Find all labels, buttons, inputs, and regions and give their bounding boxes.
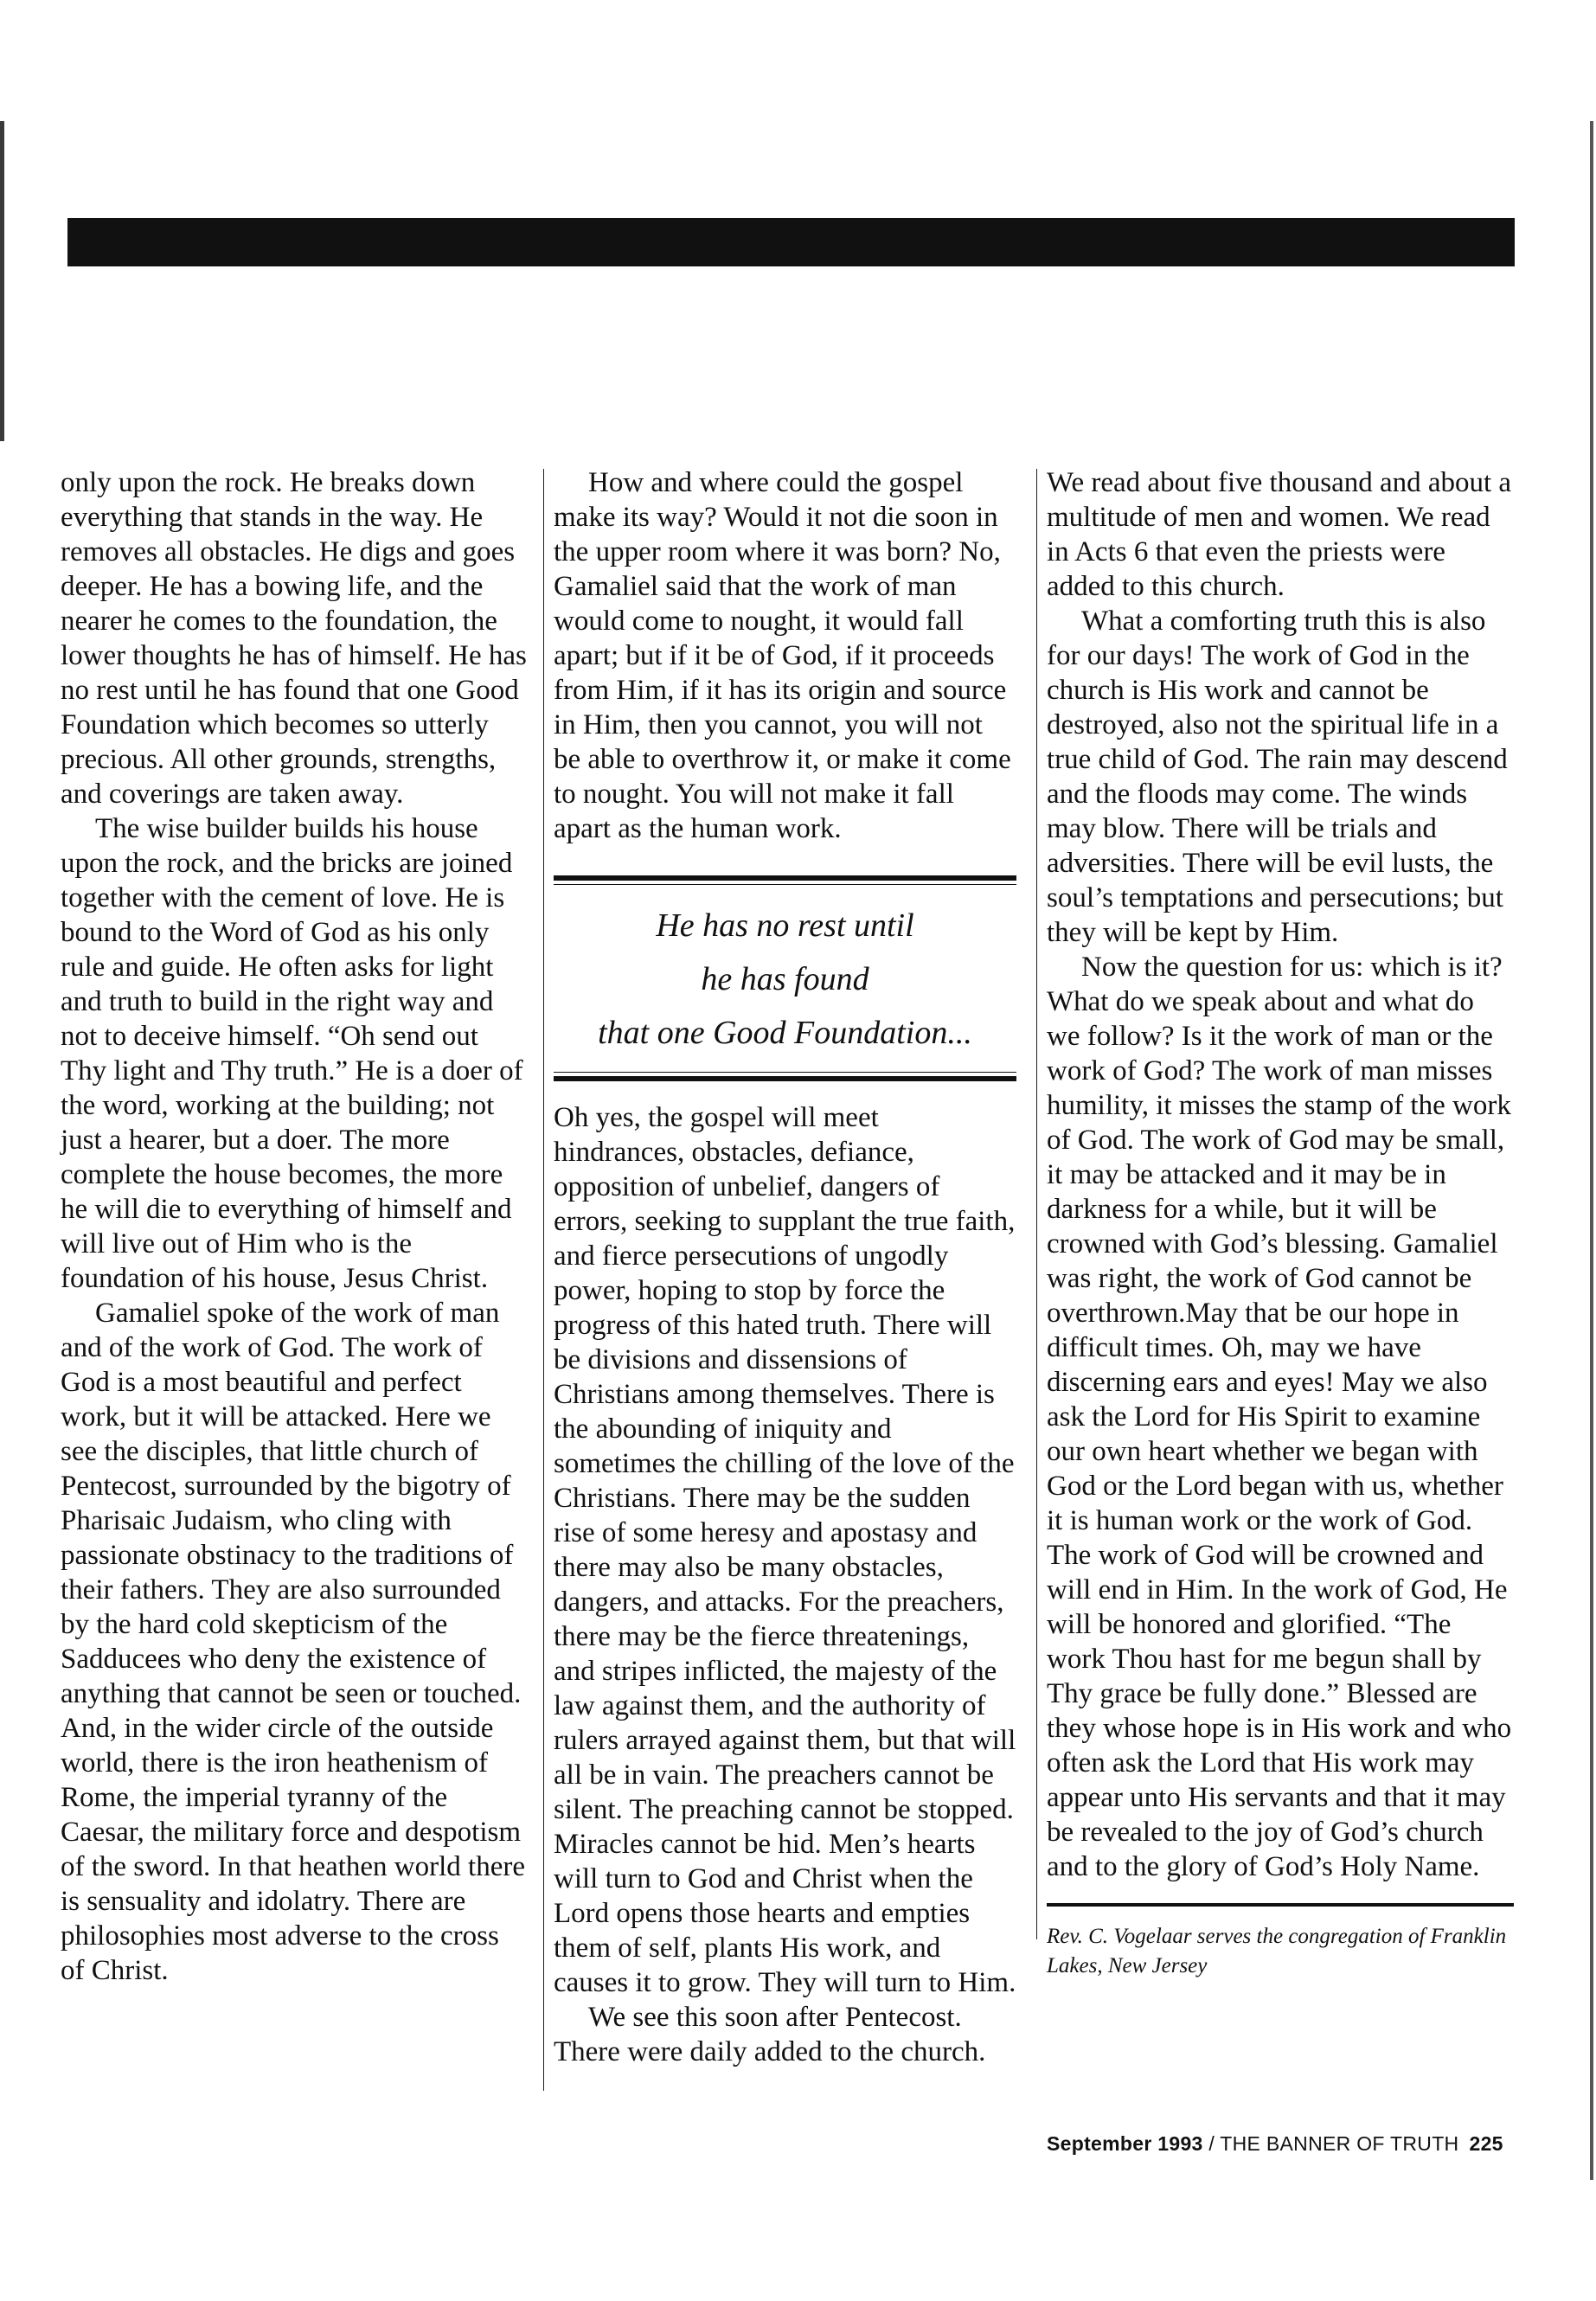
pull-quote-line: He has no rest until (656, 907, 914, 944)
paragraph: Gamaliel spoke of the work of man and of the work of God. The work of God is a most beautiful and perfect work, but it will be attacked. Here we see the disciples, that little church of Pentecost, surrounded by the bigotry of Pharisaic Judaism, who cling with passionate obstinacy to the traditions of their fathers. They are also surrounded by the hard cold skepticism of the Sadducees who deny the existence of anything that cannot be seen or touched. And, in the wider circle of the outside world, there is the iron heathenism of Rome, the imperial tyranny of the Caesar, the military force and despotism of the sword. In that heathen world there is sensuality and idolatry. There are philosophies most adverse to the cross of Christ. (61, 1298, 525, 1986)
page-edge-shadow-left (0, 121, 4, 441)
paragraph: Now the question for us: which is it? What do we speak about and what do we follow? Is it the work of man or the work of God? The work of man misses humility, it misses the stamp of the work of God. The work of God may be small, it may be attacked and it may be in darkness for a while, but it will be crowned with God’s blessing. Gamaliel was right, the work of God cannot be overthrown.May that be our hope in difficult times. Oh, may we have discerning ears and eyes! May we also ask the Lord for His Spirit to examine our own heart whether we began with God or the Lord began with us, whether it is human work or the work of God. The work of God will be crowned and will end in Him. In the work of God, He will be honored and glorified. “The work Thou hast for me begun shall by Thy grace be fully done.” Blessed are they whose hope is in His work and who often ask the Lord that His work may appear unto His servants and that it may be revealed to the joy of God’s church and to the glory of God’s Holy Name. (1047, 952, 1512, 1882)
pull-quote-text (554, 885, 1016, 1072)
author-note: Rev. C. Vogelaar serves the congregation of Franklin Lakes, New Jersey (1047, 1925, 1507, 1977)
pull-quote-line: he has found (701, 961, 869, 997)
author-note-rule (1047, 1903, 1514, 1907)
paragraph: What a comforting truth this is also for our days! The work of God in the church is His work and cannot be destroyed, also not the spiritual life in a true child of God. The rain may descend and the floods may come. The winds may blow. There will be trials and adversities. There will be evil lusts, the soul’s temptations and persecutions; but they will be kept by Him. (1047, 606, 1508, 948)
footer-publication: THE BANNER OF TRUTH (1220, 2132, 1459, 2155)
paragraph: We see this soon after Pentecost. There were daily added to the church. (554, 2002, 986, 2067)
footer-separator: / (1202, 2132, 1221, 2155)
paragraph: We read about five thousand and about a multitude of men and women. We read in Acts 6 that even the priests were added to this church. (1047, 467, 1512, 602)
pull-quote (554, 875, 1016, 1081)
header-black-bar (67, 218, 1515, 266)
paragraph: Oh yes, the gospel will meet hindrances, obstacles, defiance, opposition of unbelief, dangers of errors, seeking to supplant the true faith, and fierce persecutions of ungodly power, hoping to stop by force the progress of this hated truth. There will be divisions and dissensions of Christians among themselves. There is the abounding of iniquity and sometimes the chilling of the love of the Christians. There may be the sudden rise of some heresy and apostasy and there may also be many obstacles, dangers, and attacks. For the preachers, there may be the fierce threatenings, and stripes inflicted, the majesty of the law against them, and the authority of rulers arrayed against them, but that will all be in vain. The preachers cannot be silent. The preaching cannot be stopped. Miracles cannot be hid. Men’s hearts will turn to God and Christ when the Lord opens those hearts and empties them of self, plants His work, and causes it to grow. They will turn to Him. (554, 1102, 1016, 1998)
page-number: 225 (1469, 2132, 1503, 2155)
column-divider-1 (543, 469, 544, 2091)
pull-quote-line: that one Good Foundation... (598, 1015, 972, 1051)
page-footer (1047, 2132, 1503, 2156)
column-2 (554, 465, 1016, 2069)
pull-quote-rule-bottom (554, 1076, 1016, 1081)
footer-date: September 1993 (1047, 2132, 1203, 2155)
column-1 (61, 465, 528, 1988)
pull-quote-rule-bottom-thin (554, 1072, 1016, 1073)
paragraph: The wise builder builds his house upon the rock, and the bricks are joined together with the cement of love. He is bound to the Word of God as his only rule and guide. He often asks for light and truth to build in the right way and not to deceive himself. “Oh send out Thy light and Thy truth.” He is a doer of the word, working at the building; not just a hearer, but a doer. The more complete the house becomes, the more he will die to everything of himself and will live out of Him who is the foundation of his house, Jesus Christ. (61, 813, 523, 1294)
column-divider-2 (1036, 469, 1037, 1939)
page-edge-shadow-right (1590, 121, 1593, 2180)
column-3 (1047, 465, 1514, 1981)
paragraph: only upon the rock. He breaks down everything that stands in the way. He removes all obstacles. He digs and goes deeper. He has a bowing life, and the nearer he comes to the foundation, the lower thoughts he has of himself. He has no rest until he has found that one Good Foundation which becomes so utterly precious. All other grounds, strengths, and coverings are taken away. (61, 467, 527, 810)
paragraph: How and where could the gospel make its way? Would it not die soon in the upper room where it was born? No, Gamaliel said that the work of man would come to nought, it would fall apart; but if it be of God, if it proceeds from Him, if it has its origin and source in Him, then you cannot, you will not be able to overthrow it, or make it come to nought. You will not make it fall apart as the human work. (554, 467, 1011, 844)
pull-quote-rule-top (554, 875, 1016, 881)
